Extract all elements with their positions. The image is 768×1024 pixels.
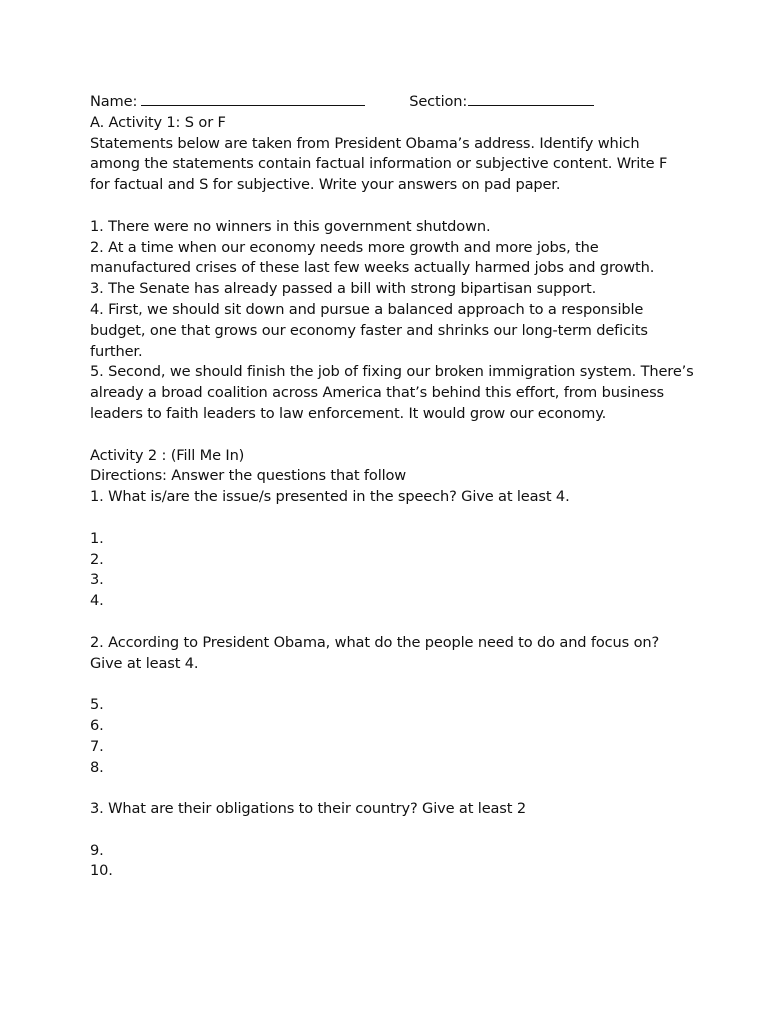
statement-line: manufactured crises of these last few weeks actually harmed jobs and growth. xyxy=(90,259,655,277)
answer-number: 2. xyxy=(90,550,104,568)
statement-5 xyxy=(90,362,694,424)
instruction-line: Statements below are taken from President Obama’s address. Identify which xyxy=(90,134,640,152)
question-2 xyxy=(90,633,680,779)
statement-line: further. xyxy=(90,342,143,360)
spacer xyxy=(90,820,680,841)
activity1-title: A. Activity 1: S or F xyxy=(90,113,226,131)
name-field xyxy=(90,91,365,113)
instruction-line: for factual and S for subjective. Write your answers on pad paper. xyxy=(90,176,561,194)
statement-1 xyxy=(90,217,680,238)
spacer xyxy=(90,508,680,529)
name-label: Name: xyxy=(90,93,138,110)
answer-number: 1. xyxy=(90,529,104,547)
answer-number: 9. xyxy=(90,841,104,859)
section-field xyxy=(409,91,594,113)
answer-number: 4. xyxy=(90,592,104,610)
name-blank-line xyxy=(141,91,365,106)
statement-2 xyxy=(90,238,680,280)
statement-line: budget, one that grows our economy faster and shrinks our long-term deficits xyxy=(90,321,648,339)
question-text: 3. What are their obligations to their country? Give at least 2 xyxy=(90,800,526,818)
answer-number: 3. xyxy=(90,571,104,589)
statement-line: 3. The Senate has already passed a bill with strong bipartisan support. xyxy=(90,280,597,298)
spacer xyxy=(90,778,680,799)
question-3 xyxy=(90,799,680,882)
statement-line: 4. First, we should sit down and pursue a balanced approach to a responsible xyxy=(90,300,644,318)
question-text: Give at least 4. xyxy=(90,654,199,672)
statement-list xyxy=(90,217,694,425)
activity2-title: Activity 2 : (Fill Me In) xyxy=(90,446,245,464)
answer-number: 8. xyxy=(90,758,104,776)
header-row xyxy=(90,91,680,113)
statement-line: 2. At a time when our economy needs more growth and more jobs, the xyxy=(90,238,599,256)
activity1-instructions xyxy=(90,134,680,196)
activity2-directions: Directions: Answer the questions that follow xyxy=(90,467,407,485)
worksheet-page xyxy=(90,91,694,882)
answer-number: 7. xyxy=(90,737,104,755)
spacer xyxy=(90,612,680,633)
answer-number: 10. xyxy=(90,862,113,880)
answer-number: 5. xyxy=(90,696,104,714)
statement-line: leaders to faith leaders to law enforcement. It would grow our economy. xyxy=(90,404,607,422)
section-blank-line xyxy=(468,91,594,106)
statement-line: already a broad coalition across America that’s behind this effort, from business xyxy=(90,384,665,402)
spacer xyxy=(90,674,680,695)
question-text: 2. According to President Obama, what do the people need to do and focus on? xyxy=(90,633,660,651)
statement-4 xyxy=(90,300,680,362)
statement-3 xyxy=(90,279,680,300)
instruction-line: among the statements contain factual information or subjective content. Write F xyxy=(90,155,668,173)
question-1 xyxy=(90,487,680,612)
statement-line: 5. Second, we should finish the job of fixing our broken immigration system. There’s xyxy=(90,363,694,381)
answer-number: 6. xyxy=(90,716,104,734)
section-label: Section: xyxy=(409,93,468,110)
spacer xyxy=(90,425,680,446)
spacer xyxy=(90,196,680,217)
statement-line: 1. There were no winners in this government shutdown. xyxy=(90,217,491,235)
question-text: 1. What is/are the issue/s presented in the speech? Give at least 4. xyxy=(90,488,570,506)
